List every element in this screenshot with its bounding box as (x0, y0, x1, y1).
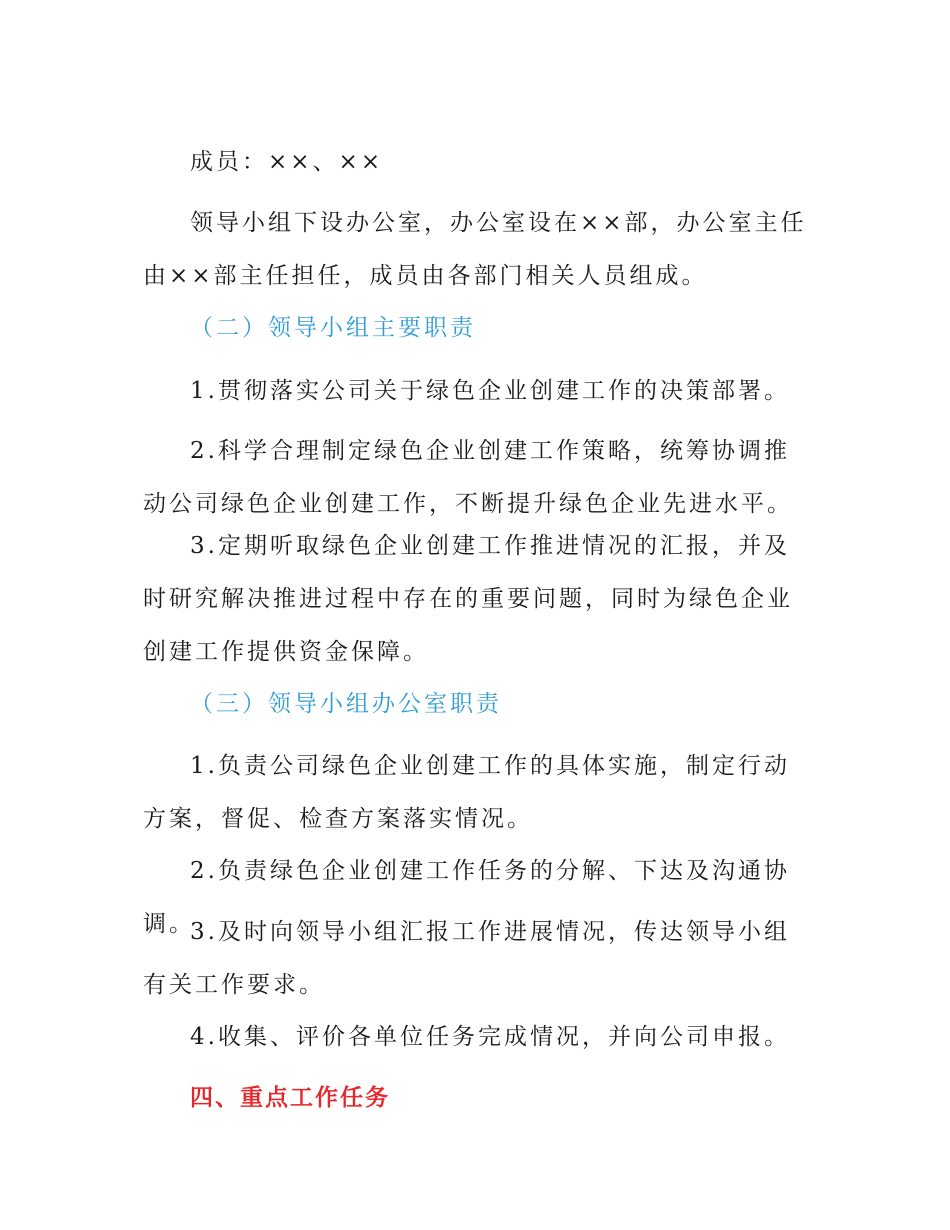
section-four-heading: 四、重点工作任务 (190, 1085, 390, 1111)
office-duty-item-4: 4.收集、评价各单位任务完成情况，并向公司申报。 (190, 1024, 790, 1050)
duty-item-2: 2.科学合理制定绿色企业创建工作策略，统筹协调推动公司绿色企业创建工作，不断提升绿色企业先进水平。 (143, 438, 793, 517)
section-two-heading: （二）领导小组主要职责 (190, 315, 476, 341)
duty-item-3: 3.定期听取绿色企业创建工作推进情况的汇报，并及时研究解决推进过程中存在的重要问题，同时为绿色企业创建工作提供资金保障。 (143, 533, 793, 665)
office-setup-paragraph: 领导小组下设办公室，办公室设在××部，办公室主任由××部主任担任，成员由各部门相关人员组成。 (143, 210, 807, 289)
section-three-heading: （三）领导小组办公室职责 (190, 691, 502, 717)
office-duty-item-2: 2.负责绿色企业创建工作任务的分解、下达及沟通协调。 (143, 858, 790, 937)
office-duty-item-3: 3.及时向领导小组汇报工作进展情况，传达领导小组有关工作要求。 (143, 919, 790, 998)
duty-item-1: 1.贯彻落实公司关于绿色企业创建工作的决策部署。 (190, 378, 790, 404)
members-line: 成员：××、×× (190, 149, 384, 175)
office-duty-item-1: 1.负责公司绿色企业创建工作的具体实施，制定行动方案，督促、检查方案落实情况。 (143, 753, 790, 832)
